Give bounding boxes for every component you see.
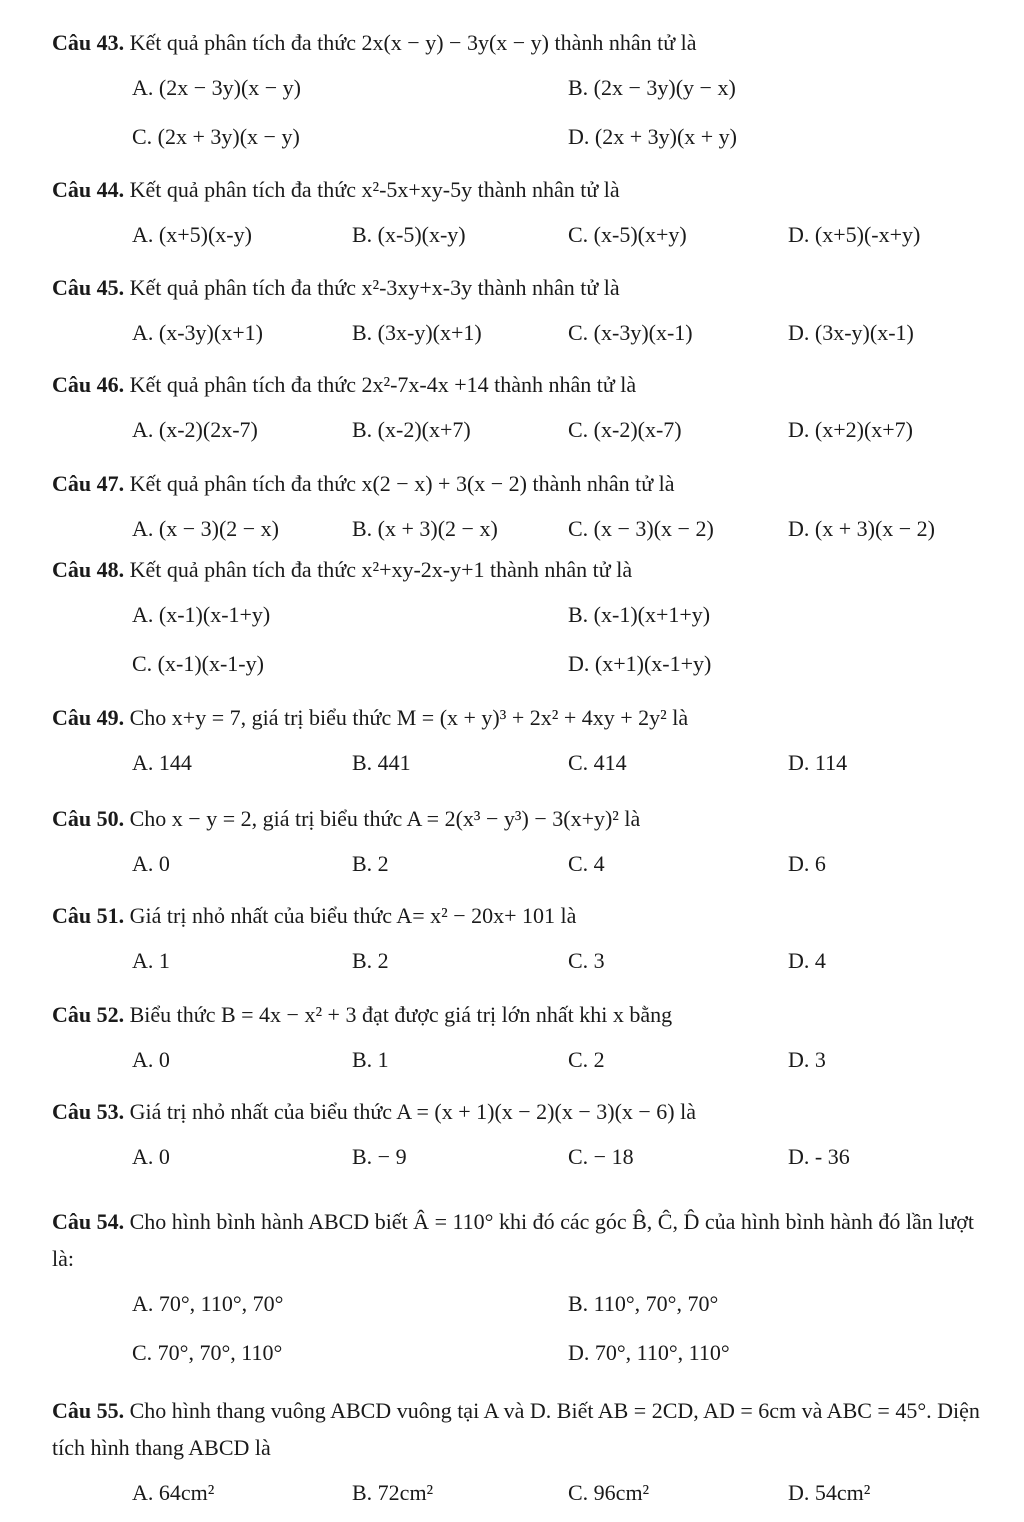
question-stem (52, 1392, 1000, 1466)
question-text: Cho x − y = 2, giá trị biểu thức A = 2(x³ − y³) − 3(x+y)² là (124, 806, 641, 831)
option-d[interactable]: D. 54cm² (788, 1480, 871, 1505)
option-d[interactable]: D. (x+1)(x-1+y) (568, 651, 712, 676)
option-d[interactable]: D. (3x-y)(x-1) (788, 320, 914, 345)
option-a[interactable]: A. 0 (132, 1047, 170, 1072)
option-a[interactable]: A. 1 (132, 948, 170, 973)
option-a[interactable]: A. (x-3y)(x+1) (132, 320, 263, 345)
question-52 (52, 1002, 1004, 1075)
question-label: Câu 48. (52, 557, 125, 582)
option-b[interactable]: B. 2 (352, 948, 389, 973)
question-55 (52, 1392, 1000, 1508)
option-b[interactable]: B. 2 (352, 851, 389, 876)
question-label: Câu 43. (52, 30, 125, 55)
option-b[interactable]: B. (x-2)(x+7) (352, 417, 471, 442)
question-label: Câu 49. (52, 705, 125, 730)
question-49 (52, 705, 1004, 778)
option-c[interactable]: C. 96cm² (568, 1480, 650, 1505)
question-stem (52, 275, 1004, 301)
question-text: Cho hình thang vuông ABCD vuông tại A và D. Biết AB = 2CD, AD = 6cm và ABC = 45°. Diện tích hình thang ABCD là (52, 1398, 980, 1460)
option-b[interactable]: B. (2x − 3y)(y − x) (568, 75, 736, 100)
option-b[interactable]: B. 72cm² (352, 1480, 434, 1505)
question-stem (52, 705, 1004, 731)
question-label: Câu 44. (52, 177, 125, 202)
question-44 (52, 177, 1004, 250)
question-stem (52, 372, 1004, 398)
option-a[interactable]: A. 0 (132, 1144, 170, 1169)
question-stem (52, 471, 1004, 497)
option-a[interactable]: A. 0 (132, 851, 170, 876)
option-a[interactable]: A. (x-1)(x-1+y) (132, 602, 271, 627)
question-label: Câu 50. (52, 806, 125, 831)
option-d[interactable]: D. (x+2)(x+7) (788, 417, 914, 442)
option-a[interactable]: A. (2x − 3y)(x − y) (132, 75, 302, 100)
question-stem (52, 30, 1004, 56)
option-d[interactable]: D. (2x + 3y)(x + y) (568, 124, 738, 149)
question-50 (52, 806, 1004, 879)
question-label: Câu 54. (52, 1209, 125, 1234)
option-c[interactable]: C. (x-5)(x+y) (568, 222, 687, 247)
option-a[interactable]: A. 64cm² (132, 1480, 215, 1505)
option-c[interactable]: C. 414 (568, 750, 627, 775)
question-label: Câu 45. (52, 275, 125, 300)
option-d[interactable]: D. 6 (788, 851, 826, 876)
question-label: Câu 51. (52, 903, 125, 928)
question-stem (52, 1099, 1004, 1125)
option-c[interactable]: C. 70°, 70°, 110° (132, 1340, 283, 1365)
question-47 (52, 471, 1004, 544)
question-text: Cho x+y = 7, giá trị biểu thức M = (x + y)³ + 2x² + 4xy + 2y² là (124, 705, 689, 730)
question-53 (52, 1099, 1004, 1172)
option-c[interactable]: C. − 18 (568, 1144, 634, 1169)
option-d[interactable]: D. (x + 3)(x − 2) (788, 516, 936, 541)
question-51 (52, 903, 1004, 976)
question-stem (52, 1002, 1004, 1028)
option-a[interactable]: A. 144 (132, 750, 192, 775)
option-b[interactable]: B. 110°, 70°, 70° (568, 1291, 719, 1316)
question-text: Kết quả phân tích đa thức x(2 − x) + 3(x − 2) thành nhân tử là (124, 471, 675, 496)
question-stem (52, 903, 1004, 929)
option-b[interactable]: B. 441 (352, 750, 411, 775)
option-c[interactable]: C. 4 (568, 851, 605, 876)
option-a[interactable]: A. (x − 3)(2 − x) (132, 516, 280, 541)
question-text: Cho hình bình hành ABCD biết Â = 110° khi đó các góc B̂, Ĉ, D̂ của hình bình hành đó lần lượt là: (52, 1209, 975, 1271)
question-text: Giá trị nhỏ nhất của biểu thức A= x² − 20x+ 101 là (124, 903, 577, 928)
question-text: Biểu thức B = 4x − x² + 3 đạt được giá trị lớn nhất khi x bằng (124, 1002, 673, 1027)
question-text: Kết quả phân tích đa thức 2x(x − y) − 3y(x − y) thành nhân tử là (124, 30, 697, 55)
option-c[interactable]: C. 2 (568, 1047, 605, 1072)
question-48 (52, 557, 1004, 679)
option-d[interactable]: D. (x+5)(-x+y) (788, 222, 921, 247)
question-label: Câu 55. (52, 1398, 125, 1423)
question-text: Kết quả phân tích đa thức 2x²-7x-4x +14 thành nhân tử là (124, 372, 637, 397)
question-label: Câu 46. (52, 372, 125, 397)
option-b[interactable]: B. (x + 3)(2 − x) (352, 516, 498, 541)
question-text: Kết quả phân tích đa thức x²-3xy+x-3y thành nhân tử là (124, 275, 620, 300)
option-c[interactable]: C. (x-3y)(x-1) (568, 320, 693, 345)
question-label: Câu 52. (52, 1002, 125, 1027)
option-d[interactable]: D. 3 (788, 1047, 826, 1072)
question-stem (52, 557, 1004, 583)
option-c[interactable]: C. 3 (568, 948, 605, 973)
option-d[interactable]: D. 114 (788, 750, 848, 775)
question-43 (52, 30, 1004, 152)
option-a[interactable]: A. 70°, 110°, 70° (132, 1291, 284, 1316)
question-46 (52, 372, 1004, 445)
option-c[interactable]: C. (x-2)(x-7) (568, 417, 682, 442)
option-b[interactable]: B. (3x-y)(x+1) (352, 320, 482, 345)
option-c[interactable]: C. (x-1)(x-1-y) (132, 651, 264, 676)
question-label: Câu 53. (52, 1099, 125, 1124)
question-text: Kết quả phân tích đa thức x²+xy-2x-y+1 thành nhân tử là (124, 557, 633, 582)
option-c[interactable]: C. (2x + 3y)(x − y) (132, 124, 300, 149)
option-b[interactable]: B. − 9 (352, 1144, 407, 1169)
option-c[interactable]: C. (x − 3)(x − 2) (568, 516, 714, 541)
question-text: Giá trị nhỏ nhất của biểu thức A = (x + 1)(x − 2)(x − 3)(x − 6) là (124, 1099, 697, 1124)
question-stem (52, 177, 1004, 203)
question-54 (52, 1203, 1000, 1368)
option-d[interactable]: D. - 36 (788, 1144, 850, 1169)
question-45 (52, 275, 1004, 348)
question-label: Câu 47. (52, 471, 125, 496)
question-stem (52, 806, 1004, 832)
option-d[interactable]: D. 4 (788, 948, 826, 973)
option-a[interactable]: A. (x-2)(2x-7) (132, 417, 258, 442)
option-a[interactable]: A. (x+5)(x-y) (132, 222, 252, 247)
question-stem (52, 1203, 1000, 1277)
option-d[interactable]: D. 70°, 110°, 110° (568, 1340, 730, 1365)
question-text: Kết quả phân tích đa thức x²-5x+xy-5y thành nhân tử là (124, 177, 620, 202)
option-b[interactable]: B. (x-1)(x+1+y) (568, 602, 711, 627)
option-b[interactable]: B. 1 (352, 1047, 389, 1072)
option-b[interactable]: B. (x-5)(x-y) (352, 222, 466, 247)
